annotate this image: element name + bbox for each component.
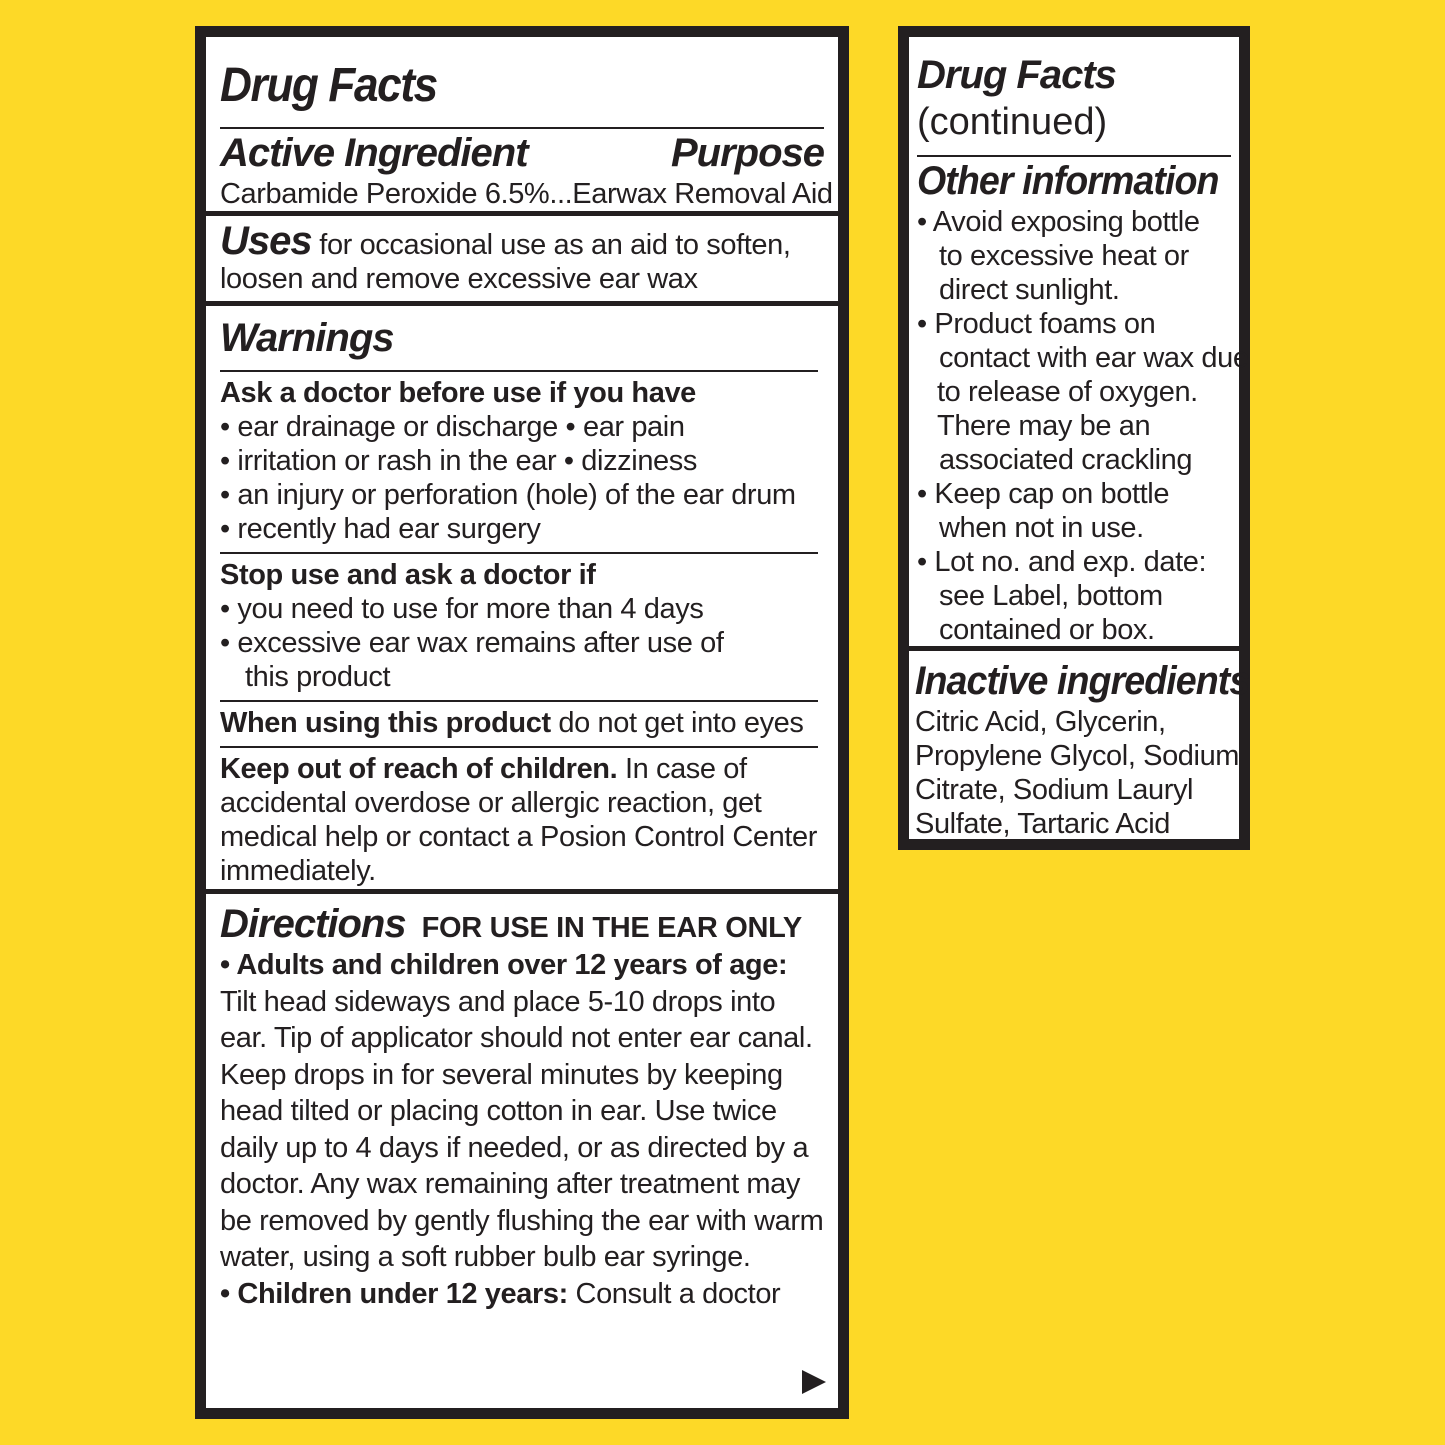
list-item: associated crackling (939, 444, 1193, 476)
continued-subtitle: (continued) (917, 101, 1108, 143)
list-item: • Keep cap on bottle (917, 478, 1170, 510)
stop-use-heading: Stop use and ask a doctor if (220, 559, 596, 591)
children-label: • Children under 12 years: (220, 1277, 568, 1310)
uses-line-1 (220, 219, 824, 263)
list-item: when not in use. (939, 512, 1144, 544)
inactive-ingredients-section (909, 651, 1250, 840)
inactive-line: Citric Acid, Glycerin, (915, 706, 1166, 738)
list-item: • irritation or rash in the ear • dizziness (220, 445, 697, 477)
uses-text-1: for occasional use as an aid to soften, (311, 229, 791, 261)
active-ingredient-row (220, 129, 824, 177)
list-item: contained or box. (939, 614, 1155, 646)
list-item: • you need to use for more than 4 days (220, 593, 704, 625)
when-using-label: When using this product (220, 707, 551, 739)
list-item: • ear drainage or discharge • ear pain (220, 411, 685, 443)
drug-facts-title: Drug Facts (220, 59, 437, 112)
children-line (220, 1276, 824, 1313)
adults-label: • Adults and children over 12 years of age: (220, 949, 788, 981)
list-item: There may be an (937, 410, 1151, 442)
drug-facts-panel (195, 26, 849, 1419)
keep-out-text-block (220, 752, 824, 888)
purpose-heading: Purpose (670, 131, 824, 175)
keep-out-block (220, 748, 824, 894)
keep-out-label: Keep out of reach of children. (220, 753, 618, 785)
active-ingredient-line: Carbamide Peroxide 6.5%...Earwax Removal Aid (220, 178, 833, 210)
continued-title: Drug Facts (917, 53, 1116, 97)
other-information-section (909, 155, 1249, 651)
list-item: to excessive heat or (939, 240, 1189, 272)
inactive-line: Propylene Glycol, Sodium (915, 740, 1240, 772)
active-ingredient-heading: Active Ingredient (220, 131, 528, 175)
when-using-block (220, 702, 824, 746)
when-using-text: do not get into eyes (550, 707, 804, 739)
list-item: direct sunlight. (939, 274, 1120, 306)
inactive-line: Citrate, Sodium Lauryl (915, 774, 1194, 806)
list-item: • excessive ear wax remains after use of this product (220, 627, 724, 693)
uses-section (206, 216, 838, 306)
list-item: see Label, bottom (939, 580, 1163, 612)
list-item: • Product foams on (917, 308, 1156, 340)
ask-doctor-heading: Ask a doctor before use if you have (220, 377, 696, 409)
inactive-ingredients-heading: Inactive ingredients (915, 659, 1250, 703)
right-arrow-icon (802, 1370, 826, 1394)
directions-header (220, 902, 824, 947)
other-information-heading: Other information (917, 159, 1219, 203)
keep-out-text: In case of accidental overdose or allergic reaction, get medical help or contact a Posion Control Center immediately. (220, 753, 817, 887)
drug-facts-header (206, 37, 838, 216)
uses-text-2: loosen and remove excessive ear wax (220, 263, 698, 295)
uses-heading: Uses (220, 219, 312, 263)
continued-header (909, 37, 1239, 145)
list-item: • Avoid exposing bottle (917, 206, 1200, 238)
directions-note: FOR USE IN THE EAR ONLY (421, 912, 802, 944)
adults-text: Tilt head sideways and place 5-10 drops into ear. Tip of applicator should not enter ear canal. Keep drops in for several minutes by keeping head tilted or placing cotton in ear. Use twice daily up to 4 days if needed, or as directed by a doctor. Any wax remaining after treatment may be removed by gently flushing the ear with warm water, using a soft rubber bulb ear syringe. (220, 985, 824, 1273)
list-item: • Lot no. and exp. date: (917, 546, 1207, 578)
directions-section (206, 894, 838, 1408)
drug-facts-continued-panel (898, 26, 1250, 850)
list-item: • an injury or perforation (hole) of the ear drum (220, 479, 796, 511)
warnings-heading: Warnings (220, 316, 394, 360)
warnings-section (206, 306, 838, 894)
children-text: Consult a doctor (567, 1277, 781, 1310)
list-item: contact with ear wax due (939, 342, 1249, 374)
ask-doctor-block (220, 372, 824, 552)
when-using-line (220, 706, 824, 740)
list-item: to release of oxygen. (937, 376, 1198, 408)
list-item: • recently had ear surgery (220, 513, 541, 545)
inactive-line: Sulfate, Tartaric Acid (915, 808, 1171, 840)
stop-use-block (220, 554, 824, 700)
directions-heading: Directions (220, 902, 406, 946)
